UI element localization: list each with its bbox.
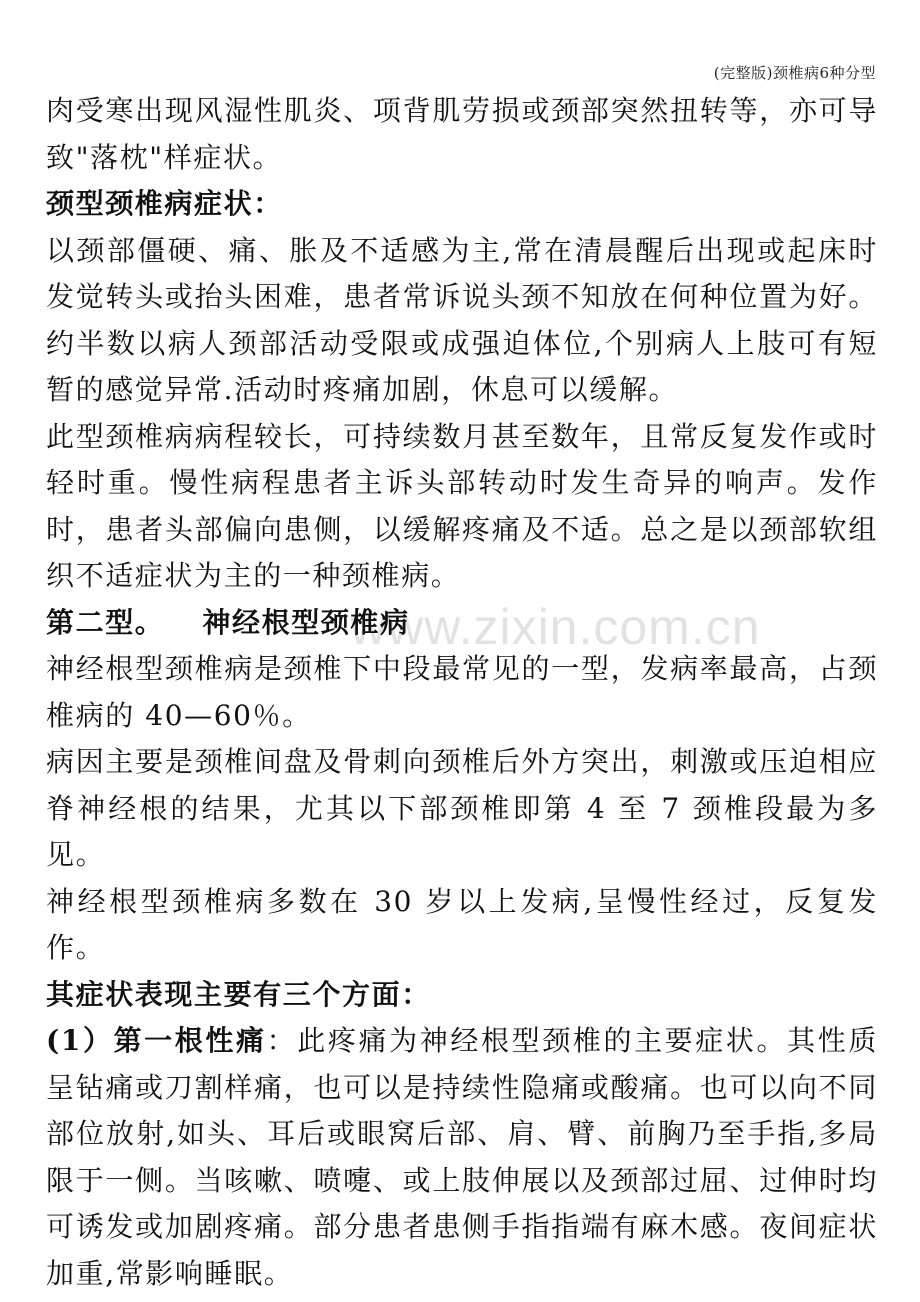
paragraph-4: 神经根型颈椎病是颈椎下中段最常见的一型，发病率最高，占颈椎病的 40—60％。 <box>46 652 878 732</box>
page-header-title: (完整版)颈椎病6种分型 <box>713 64 876 82</box>
watermark-text: www.zixin.com.cn <box>350 599 761 655</box>
paragraph-6: 神经根型颈椎病多数在 30 岁以上发病,呈慢性经过，反复发作。 <box>46 884 878 964</box>
paragraph-5: 病因主要是颈椎间盘及骨刺向颈椎后外方突出，刺激或压迫相应脊神经根的结果，尤其以下部颈椎即第 4 至 7 颈椎段最为多见。 <box>46 745 878 871</box>
heading-symptoms: 其症状表现主要有三个方面： <box>46 977 431 1011</box>
paragraph-1: 肉受寒出现风湿性肌炎、项背肌劳损或颈部突然扭转等，亦可导致"落枕"样症状。 <box>46 94 878 174</box>
list-item-1-text: ：此疼痛为神经根型颈椎的主要症状。其性质呈钻痛或刀割样痛，也可以是持续性隐痛或酸痛。也可以向不同部位放射,如头、耳后或眼窝后部、肩、臂、前胸乃至手指,多局限于一侧。当咳嗽、喷嚏、或上肢伸展以及颈部过屈、过伸时均可诱发或加剧疼痛。部分患者患侧手指指端有麻木感。夜间症状加重,常影响睡眠。 <box>46 1024 878 1290</box>
paragraph-2: 以颈部僵硬、痛、胀及不适感为主,常在清晨醒后出现或起床时发觉转头或抬头困难，患者常诉说头颈不知放在何种位置为好。约半数以病人颈部活动受限或成强迫体位,个别病人上肢可有短暂的感觉异常.活动时疼痛加剧，休息可以缓解。 <box>46 233 878 406</box>
heading-type-2 <box>46 600 878 647</box>
heading-type-2-prefix: 第二型。 <box>46 605 165 639</box>
list-item-1 <box>46 1018 878 1297</box>
list-item-1-label: (1）第一根性痛 <box>46 1024 267 1057</box>
heading-neck-type-symptoms: 颈型颈椎病症状： <box>46 187 283 220</box>
paragraph-3: 此型颈椎病病程较长，可持续数月甚至数年，且常反复发作或时轻时重。慢性病程患者主诉头部转动时发生奇异的响声。发作时，患者头部偏向患侧，以缓解疼痛及不适。总之是以颈部软组织不适症状为主的一种颈椎病。 <box>46 419 878 592</box>
document-body <box>46 88 878 1297</box>
heading-type-2-name: 神经根型颈椎病 <box>202 605 410 639</box>
